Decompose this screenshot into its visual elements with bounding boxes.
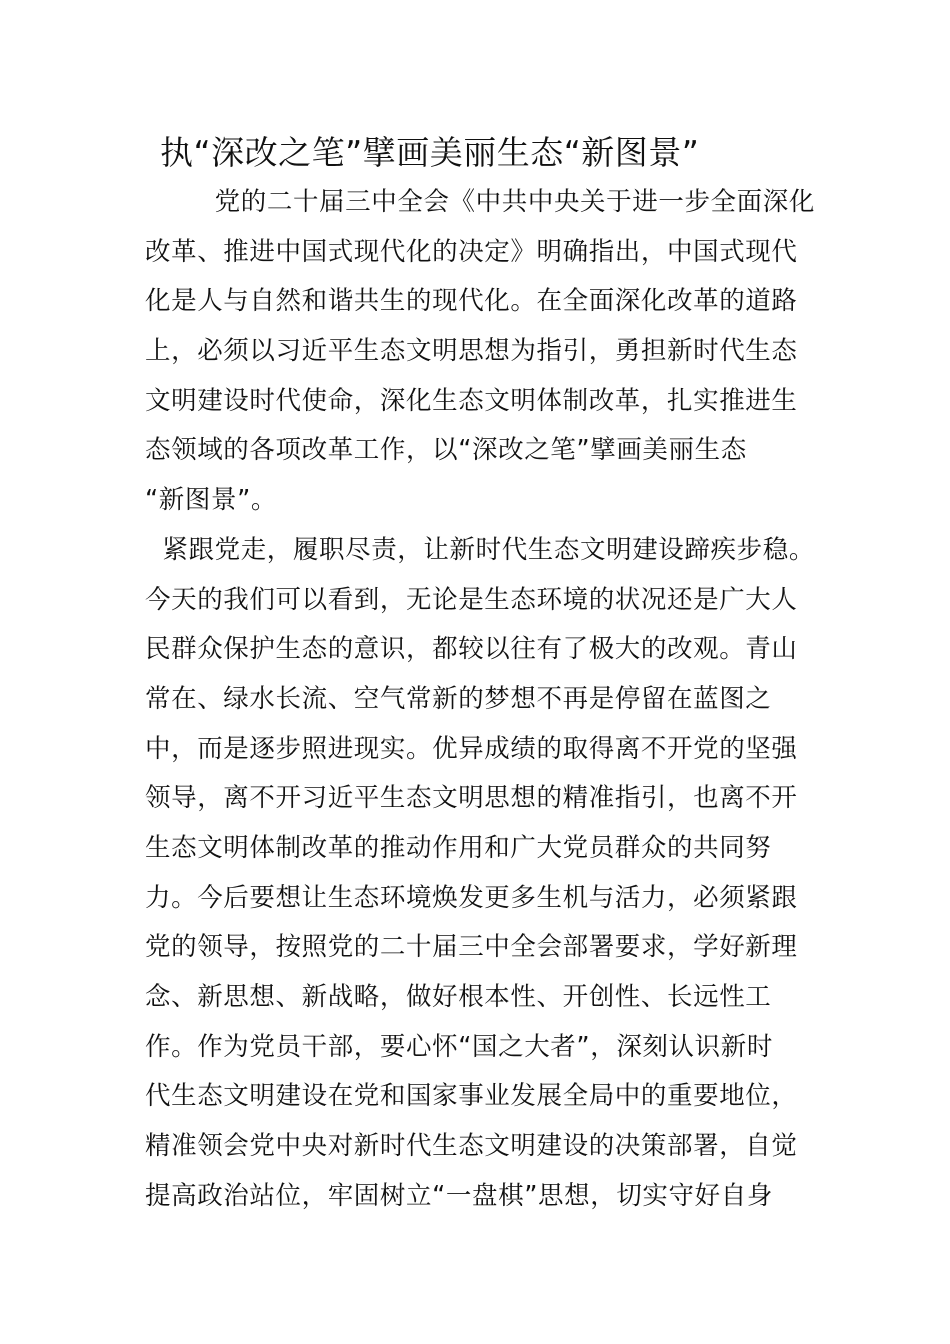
text-line: 今天的我们可以看到，无论是生态环境的状况还是广大人 xyxy=(145,584,798,615)
text-line: 生态文明体制改革的推动作用和广大党员群众的共同努 xyxy=(145,832,772,863)
text-line: 上，必须以习近平生态文明思想为指引，勇担新时代生态 xyxy=(145,336,798,367)
text-line: 作。作为党员干部，要心怀“国之大者”，深刻认识新时 xyxy=(145,1031,773,1062)
text-line: 常在、绿水长流、空气常新的梦想不再是停留在蓝图之 xyxy=(145,683,772,714)
text-line: 代生态文明建设在党和国家事业发展全局中的重要地位， xyxy=(145,1081,798,1112)
text-line: 领导，离不开习近平生态文明思想的精准指引，也离不开 xyxy=(145,783,798,814)
text-line: 态领域的各项改革工作，以“深改之笔”擘画美丽生态 xyxy=(145,435,747,466)
text-line: 党的二十届三中全会《中共中央关于进一步全面深化 xyxy=(145,187,815,217)
text-line: 念、新思想、新战略，做好根本性、开创性、长远性工 xyxy=(145,982,772,1012)
text-line: 提高政治站位，牢固树立“一盘棋”思想，切实守好自身 xyxy=(145,1180,773,1211)
text-line: 文明建设时代使命，深化生态文明体制改革，扎实推进生 xyxy=(145,385,798,416)
text-line: “新图景”。 xyxy=(145,485,278,516)
text-line: 改革、推进中国式现代化的决定》明确指出，中国式现代 xyxy=(145,236,798,267)
text-line: 民群众保护生态的意识，都较以往有了极大的改观。青山 xyxy=(145,634,798,665)
text-line: 化是人与自然和谐共生的现代化。在全面深化改革的道路 xyxy=(145,286,798,317)
text-line: 精准领会党中央对新时代生态文明建设的决策部署，自觉 xyxy=(145,1131,798,1162)
document-body xyxy=(145,178,825,1221)
text-line: 中，而是逐步照进现实。优异成绩的取得离不开党的坚强 xyxy=(145,733,798,764)
text-line: 党的领导，按照党的二十届三中全会部署要求，学好新理 xyxy=(145,932,798,963)
text-line: 紧跟党走，履职尽责，让新时代生态文明建设蹄疾步稳。 xyxy=(145,534,815,565)
text-line: 力。今后要想让生态环境焕发更多生机与活力，必须紧跟 xyxy=(145,882,798,913)
document-title: 执“深改之笔”擘画美丽生态“新图景” xyxy=(160,133,700,172)
